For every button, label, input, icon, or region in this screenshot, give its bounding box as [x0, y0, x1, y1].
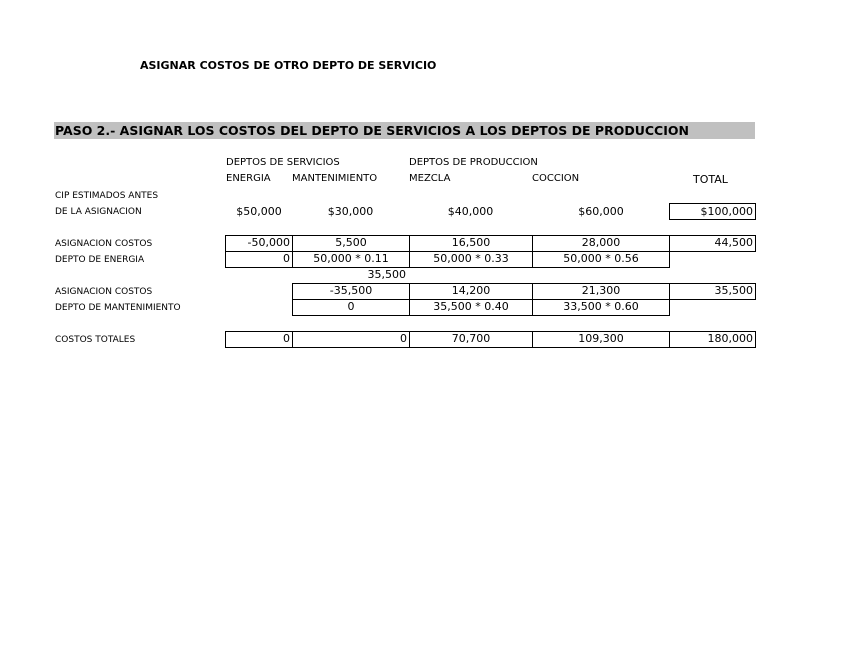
asig-mant-mezcla: 14,200 — [409, 283, 533, 300]
header-deptos-servicios: DEPTOS DE SERVICIOS — [226, 157, 340, 168]
cip-energia: $50,000 — [236, 205, 282, 218]
cip-total: $100,000 — [669, 203, 756, 220]
cip-mantenimiento: $30,000 — [327, 205, 374, 218]
header-total: TOTAL — [693, 173, 728, 186]
asig-mant-mantenimiento: -35,500 — [292, 283, 410, 300]
asig-energia-label-line2: DEPTO DE ENERGIA — [55, 255, 145, 265]
asig-mant-label-line1: ASIGNACION COSTOS — [55, 287, 153, 297]
cip-coccion: $60,000 — [578, 205, 624, 218]
costos-totales-coccion: 109,300 — [532, 331, 670, 348]
asig-energia-coccion: 28,000 — [532, 235, 670, 252]
header-coccion: COCCION — [532, 173, 580, 184]
header-mantenimiento: MANTENIMIENTO — [292, 173, 378, 184]
asig-mant-coccion-formula: 33,500 * 0.60 — [532, 299, 670, 316]
header-energia: ENERGIA — [226, 173, 271, 184]
costos-totales-label: COSTOS TOTALES — [55, 335, 136, 345]
asig-energia-mantenimiento: 5,500 — [292, 235, 410, 252]
costos-totales-energia: 0 — [225, 331, 293, 348]
asig-mant-mezcla-formula: 35,500 * 0.40 — [409, 299, 533, 316]
costos-totales-total: 180,000 — [669, 331, 756, 348]
asig-mant-total: 35,500 — [669, 283, 756, 300]
asig-energia-mezcla: 16,500 — [409, 235, 533, 252]
costos-totales-mezcla: 70,700 — [409, 331, 533, 348]
asig-energia-mezcla-formula: 50,000 * 0.33 — [409, 251, 533, 268]
asig-mant-label-line2: DEPTO DE MANTENIMIENTO — [55, 303, 181, 313]
asig-energia-energia-2: 0 — [225, 251, 293, 268]
subtotal-mantenimiento: 35,500 — [367, 268, 406, 281]
asig-mant-mantenimiento-2: 0 — [292, 299, 410, 316]
header-mezcla: MEZCLA — [409, 173, 451, 184]
cip-label-line2: DE LA ASIGNACION — [55, 207, 142, 217]
asig-energia-mantenimiento-formula: 50,000 * 0.11 — [292, 251, 410, 268]
costos-totales-mantenimiento: 0 — [292, 331, 410, 348]
asig-mant-coccion: 21,300 — [532, 283, 670, 300]
cip-label-line1: CIP ESTIMADOS ANTES — [55, 191, 159, 201]
header-deptos-produccion: DEPTOS DE PRODUCCION — [409, 157, 538, 168]
cip-mezcla: $40,000 — [447, 205, 494, 218]
asig-energia-coccion-formula: 50,000 * 0.56 — [532, 251, 670, 268]
asig-energia-label-line1: ASIGNACION COSTOS — [55, 239, 153, 249]
page-title: ASIGNAR COSTOS DE OTRO DEPTO DE SERVICIO — [140, 59, 437, 72]
asig-energia-energia: -50,000 — [225, 235, 293, 252]
step-heading: PASO 2.- ASIGNAR LOS COSTOS DEL DEPTO DE SERVICIOS A LOS DEPTOS DE PRODUCCION — [55, 123, 689, 138]
asig-energia-total: 44,500 — [669, 235, 756, 252]
